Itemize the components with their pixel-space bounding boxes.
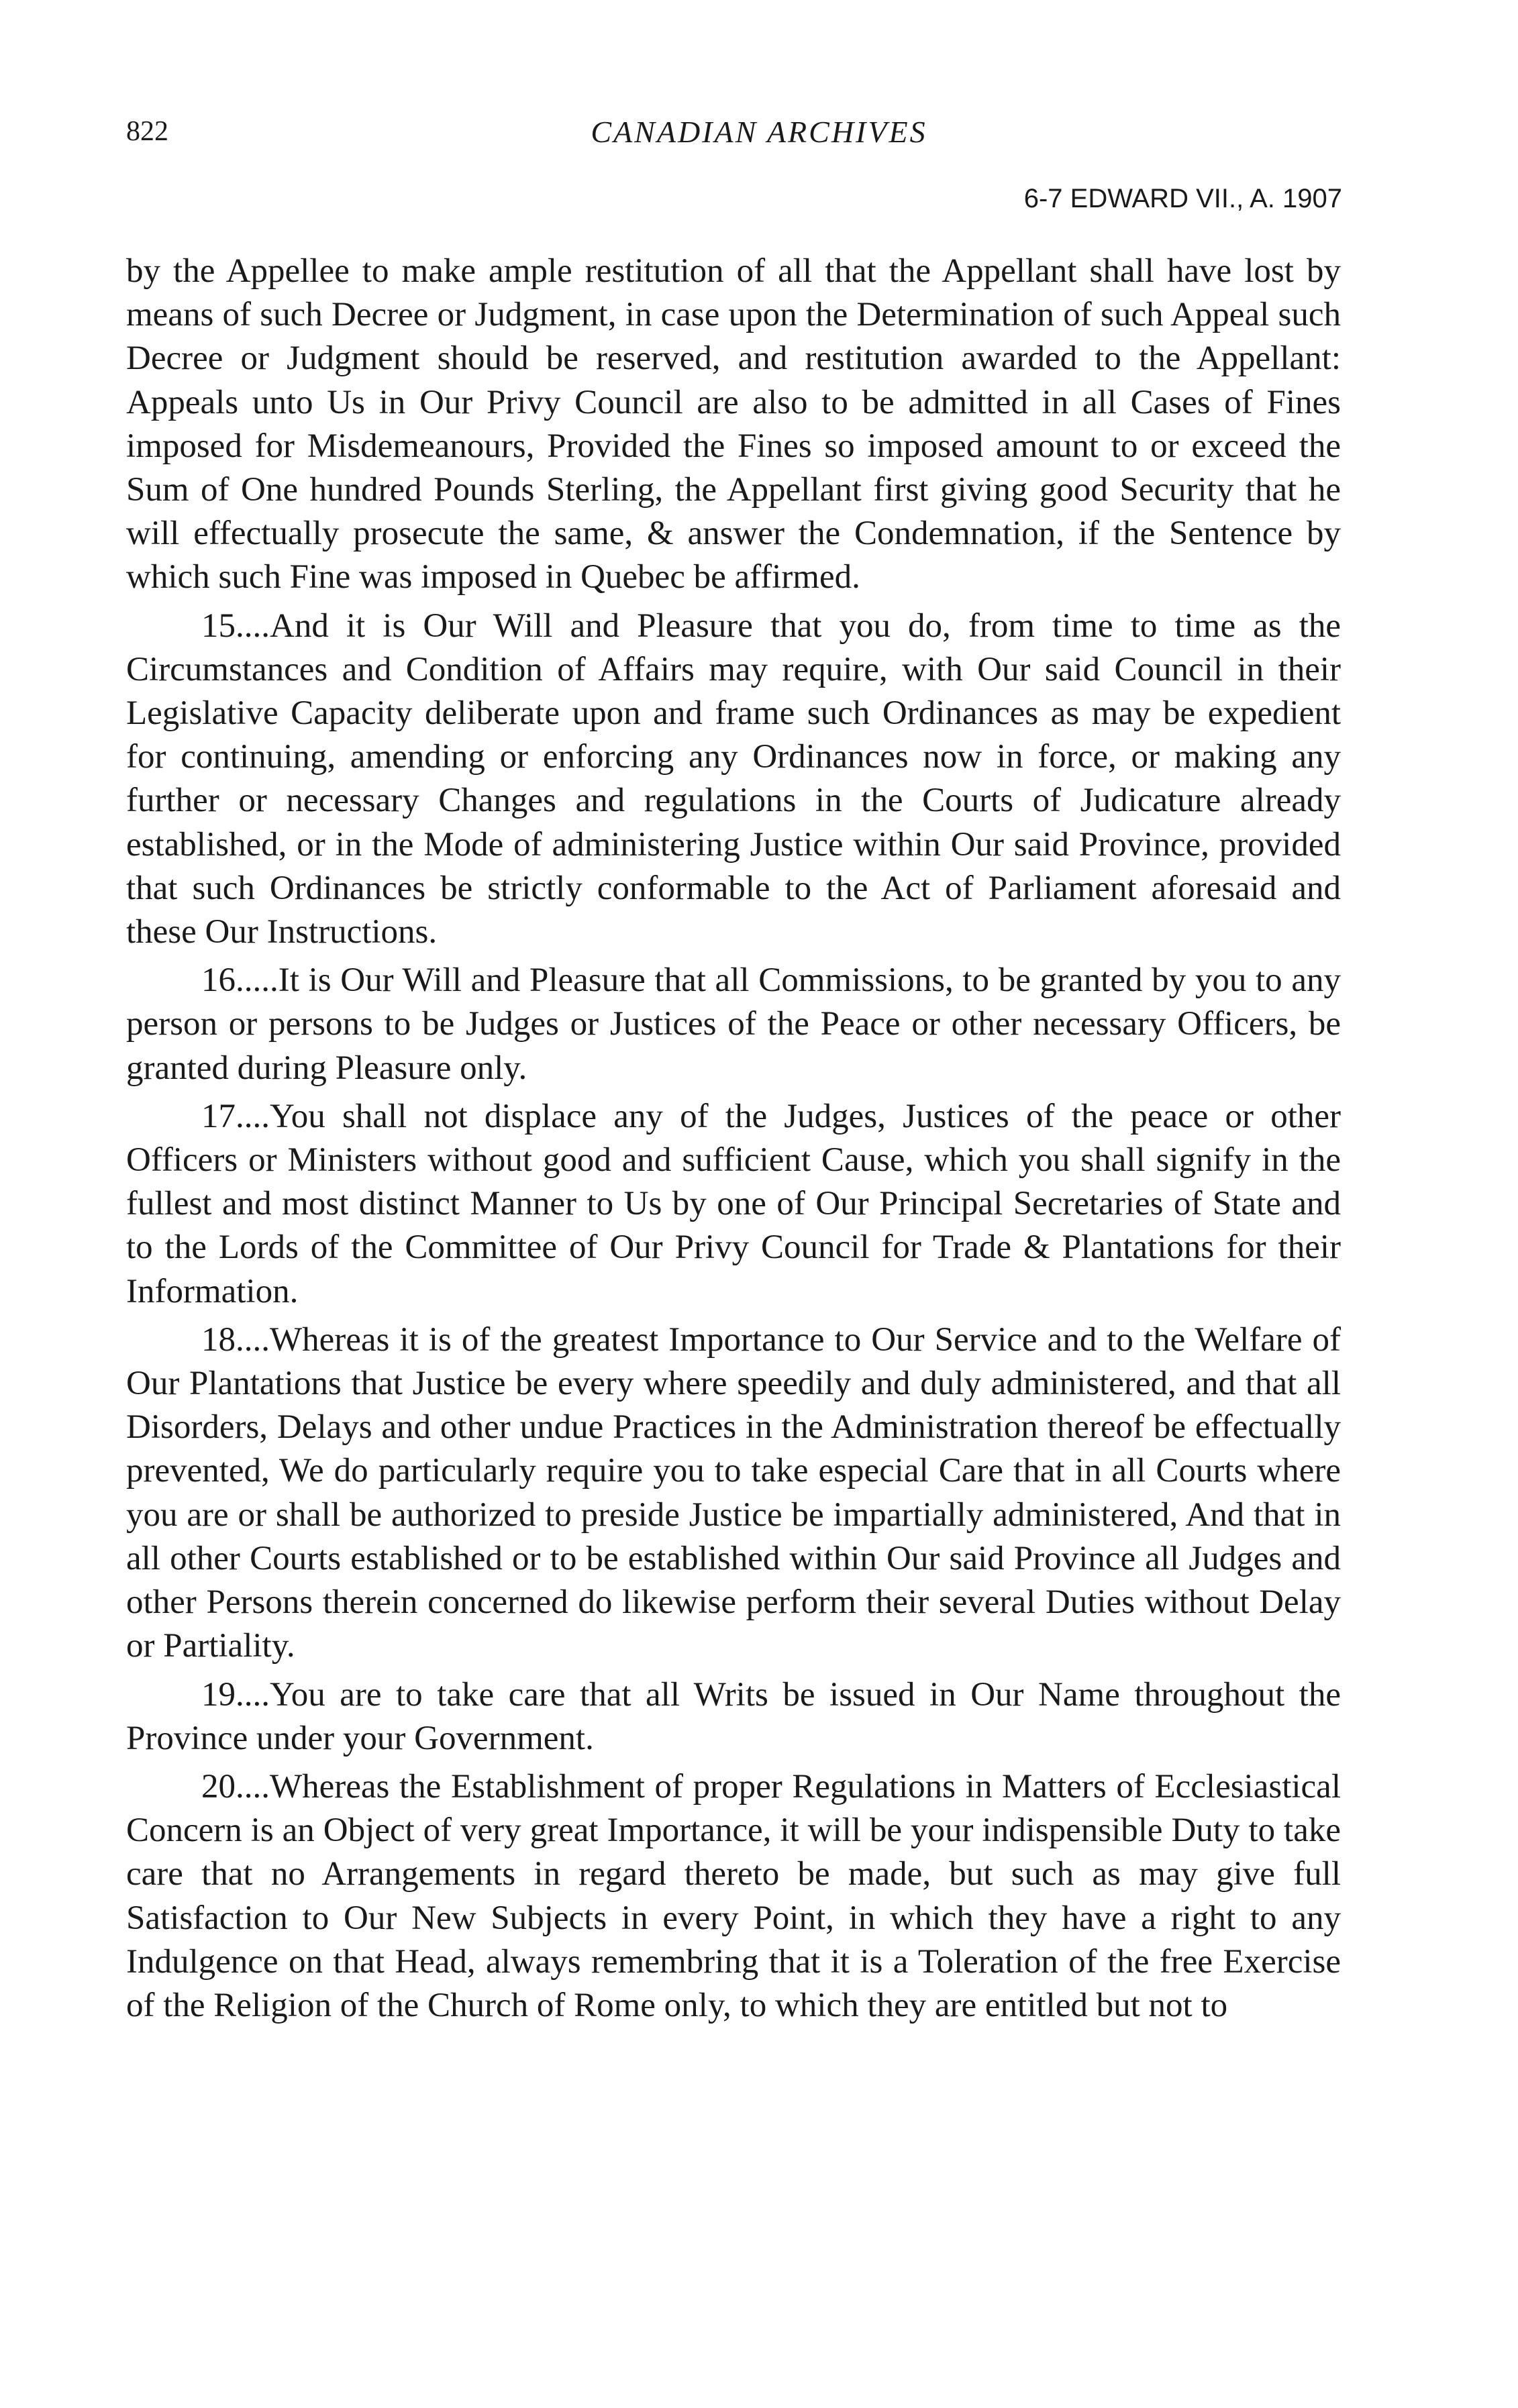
paragraph-17: 17....You shall not displace any of the Judges, Justices of the peace or other Officers or Ministers without good and sufficient Cause, which you shall signify in the fullest and most distinct Manner to Us by one of Our Principal Secretaries of State and to the Lords of the Committee of Our Privy Council for Trade & Plantations for their Information. [126,1097,1341,1310]
paragraph-16: 16.....It is Our Will and Pleasure that all Commissions, to be granted by you to any person or persons to be Judges or Justices of the Peace or other necessary Officers, be granted during Pleasure only. [126,961,1341,1087]
paragraph-19: 19....You are to take care that all Writs be issued in Our Name throughout the Province under your Government. [126,1675,1341,1757]
running-title: CANADIAN ARCHIVES [591,115,927,149]
edition-line: 6-7 EDWARD VII., A. 1907 [1023,184,1342,213]
paragraph-continued: by the Appellee to make ample restitution of all that the Appellant shall have lost by means of such Decree or Judgment, in case upon the Determination of such Appeal such Decree or Judgment should be reserved, and restitution awarded to the Appellant: Appeals unto Us in Our Privy Council are also to be admitted in all Cases of Fines imposed for Misdemeanours, Provided the Fines so imposed amount to or exceed the Sum of One hundred Pounds Sterling, the Appellant first giving good Security that he will effectually prosecute the same, & answer the Condemnation, if the Sentence by which such Fine was imposed in Quebec be affirmed. [126,252,1341,596]
paragraph-15: 15....And it is Our Will and Pleasure that you do, from time to time as the Circumstances and Condition of Affairs may require, with Our said Council in their Legislative Capacity deliberate upon and frame such Ordinances as may be expedient for continuing, amending or enforcing any Ordinances now in force, or making any further or necessary Changes and regulations in the Courts of Judicature already established, or in the Mode of administering Justice within Our said Province, provided that such Ordinances be strictly conformable to the Act of Parliament aforesaid and these Our Instructions. [126,607,1341,951]
paragraph-18: 18....Whereas it is of the greatest Importance to Our Service and to the Welfare of Our Plantations that Justice be every where speedily and duly administered, and that all Disorders, Delays and other undue Practices in the Administration thereof be effectually prevented, We do particularly require you to take especial Care that in all Courts where you are or shall be authorized to preside Justice be impartially administered, And that in all other Courts established or to be established within Our said Province all Judges and other Persons therein concerned do likewise perform their several Duties without Delay or Partiality. [126,1320,1341,1665]
paragraph-20: 20....Whereas the Establishment of proper Regulations in Matters of Ecclesiastical Concern is an Object of very great Importance, it will be your indispensible Duty to take care that no Arrangements in regard thereto be made, but such as may give full Satisfaction to Our New Subjects in every Point, in which they have a right to any Indulgence on that Head, always remembring that it is a Toleration of the free Exercise of the Religion of the Church of Rome only, to which they are entitled but not to [126,1767,1341,2024]
body-text [126,250,1341,2028]
page-number: 822 [126,116,168,147]
